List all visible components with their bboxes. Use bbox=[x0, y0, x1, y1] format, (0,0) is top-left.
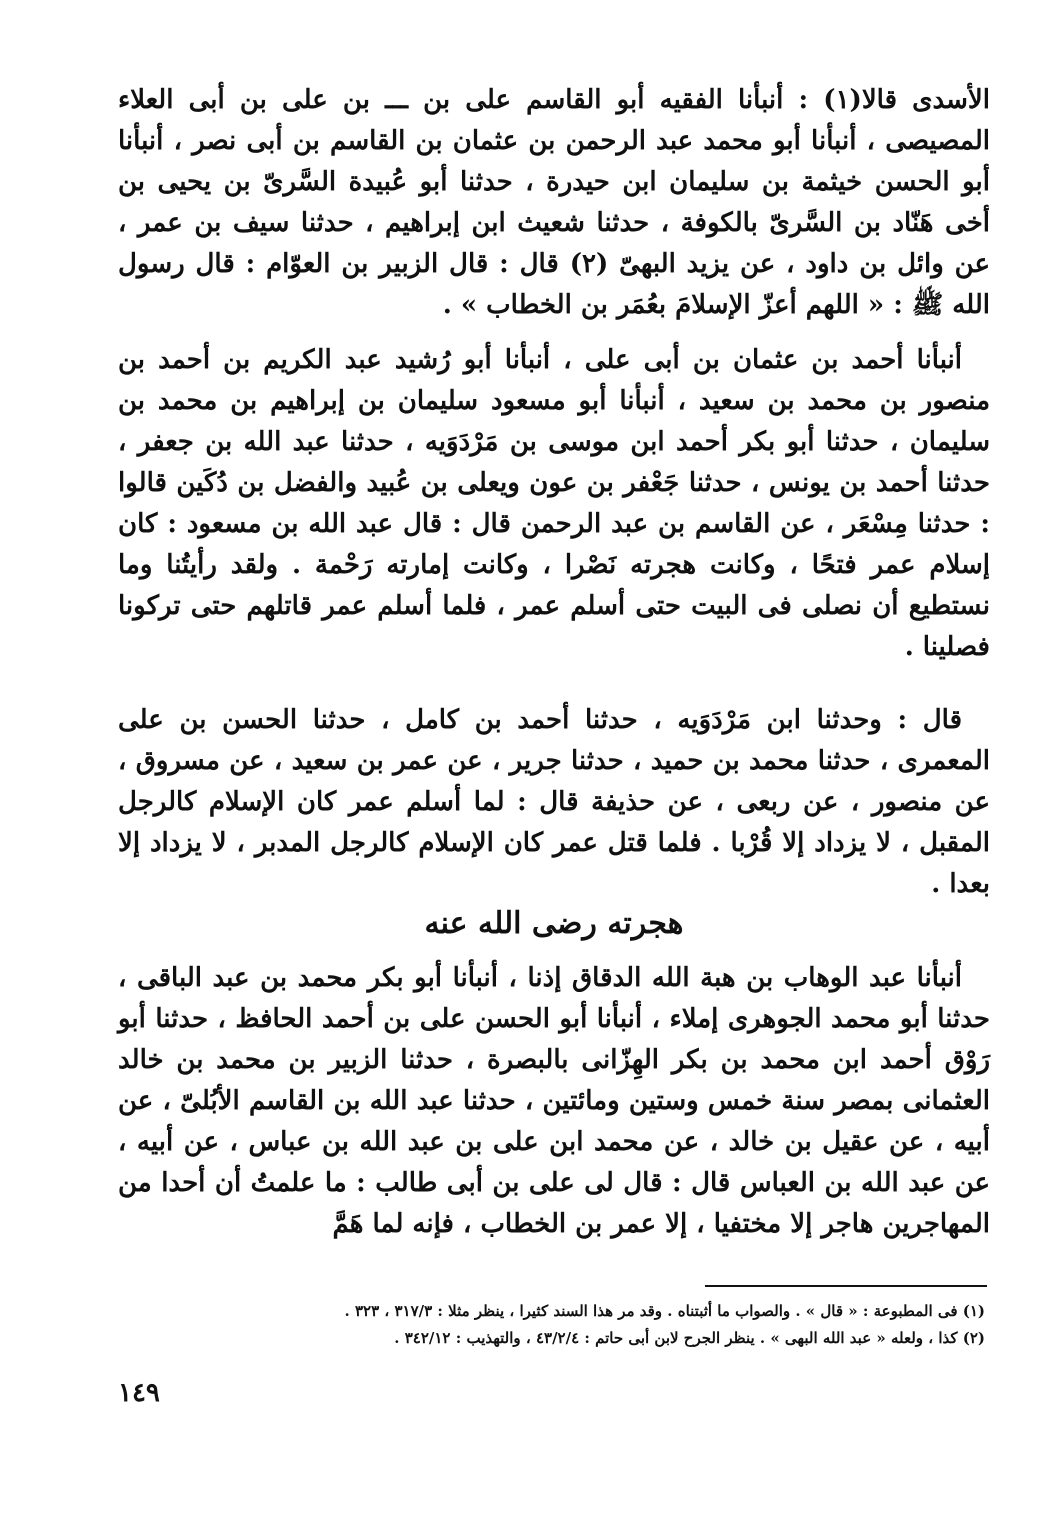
page-number: ١٤٩ bbox=[118, 1378, 160, 1408]
footnotes bbox=[230, 1298, 985, 1352]
paragraph-hijra: أنبأنا عبد الوهاب بن هبة الله الدقاق إذنا ، أنبأنا أبو بكر محمد بن عبد الباقى ، حدثنا أبو محمد الجوهرى إملاء ، أنبأنا أبو الحسن على بن أحمد الحافظ ، حدثنا أبو رَوْق أحمد ابن محمد بن بكر الهِزّانى بالبصرة ، حدثنا الزبير بن محمد بن خالد العثمانى بمصر سنة خمس وستين ومائتين ، حدثنا عبد الله بن القاسم الأبُلىّ ، عن أبيه ، عن عقيل بن خالد ، عن محمد ابن على بن عبد الله بن عباس ، عن أبيه ، عن عبد الله بن العباس قال : قال لى على بن أبى طالب : ما علمتُ أن أحدا من المهاجرين هاجر إلا مختفيا ، إلا عمر بن الخطاب ، فإنه لما هَمَّ bbox=[118, 963, 990, 1239]
section-heading: هجرته رضى الله عنه bbox=[424, 906, 684, 941]
footnote-divider bbox=[705, 1285, 987, 1287]
paragraph-ibn-masud: أنبأنا أحمد بن عثمان بن أبى على ، أنبأنا أبو رُشيد عبد الكريم بن أحمد بن منصور بن محمد بن سعيد ، أنبأنا أبو مسعود سليمان بن إبراهيم بن محمد بن سليمان ، حدثنا أبو بكر أحمد ابن موسى بن مَرْدَوَيه ، حدثنا عبد الله بن جعفر ، حدثنا أحمد بن يونس ، حدثنا جَعْفر بن عون ويعلى بن عُبيد والفضل بن دُكَين قالوا : حدثنا مِسْعَر ، عن القاسم بن عبد الرحمن قال : قال عبد الله بن مسعود : كان إسلام عمر فتحًا ، وكانت هجرته نَصْرا ، وكانت إمارته رَحْمة . ولقد رأيتُنا وما نستطيع أن نصلى فى البيت حتى أسلم عمر ، فلما أسلم عمر قاتلهم حتى تركونا فصلينا . bbox=[118, 345, 990, 662]
footnote-1: (١) فى المطبوعة : « قال » . والصواب ما أثبتناه . وقد مر هذا السند كثيرا ، ينظر مثلا : ٣١٧/٣ ، ٣٢٣ . bbox=[344, 1302, 985, 1320]
paragraph-isnad-zubair: الأسدى قالا(١) : أنبأنا الفقيه أبو القاسم على بن ـــ بن على بن أبى العلاء المصيصى ، أنبأنا أبو محمد عبد الرحمن بن عثمان بن القاسم بن أبى نصر ، أنبأنا أبو الحسن خيثمة بن سليمان ابن حيدرة ، حدثنا أبو عُبيدة السَّرىّ بن يحيى بن أخى هَنّاد بن السَّرىّ بالكوفة ، حدثنا شعيث ابن إبراهيم ، حدثنا سيف بن عمر ، عن وائل بن داود ، عن يزيد البهىّ (٢) قال : قال الزبير بن العوّام : قال رسول الله ﷺ : « اللهم أعزّ الإسلامَ بعُمَر بن الخطاب » . bbox=[118, 85, 990, 320]
paragraph-hudhayfa: قال : وحدثنا ابن مَرْدَوَيه ، حدثنا أحمد بن كامل ، حدثنا الحسن بن على المعمرى ، حدثنا محمد بن حميد ، حدثنا جرير ، عن عمر بن سعيد ، عن مسروق ، عن منصور ، عن ربعى ، عن حذيفة قال : لما أسلم عمر كان الإسلام كالرجل المقبل ، لا يزداد إلا قُرْبا . فلما قتل عمر كان الإسلام كالرجل المدبر ، لا يزداد إلا بعدا . bbox=[118, 705, 990, 899]
footnote-2: (٢) كذا ، ولعله « عبد الله البهى » . ينظر الجرح لابن أبى حاتم : ٤٣/٢/٤ ، والتهذيب : ٣٤٢/١٢ . bbox=[394, 1329, 985, 1347]
